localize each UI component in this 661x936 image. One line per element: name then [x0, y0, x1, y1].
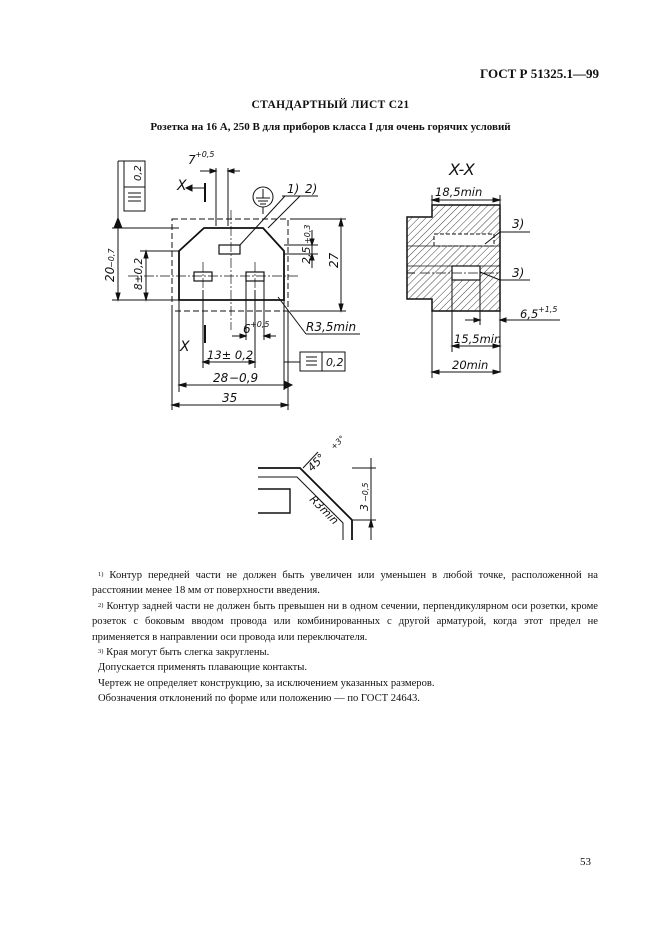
dim-6: 6: [243, 322, 251, 336]
notes: [92, 568, 598, 707]
ref-1: 1): [287, 182, 300, 196]
dim-20-tol: −0,7: [107, 248, 116, 268]
rear-contour-dashed: [172, 219, 288, 311]
note-line-6: Обозначения отклонений по форме или положению — по ГОСТ 24643.: [98, 693, 420, 705]
dim-2-5-tol: +0,3: [303, 224, 312, 244]
flatness-tol-left: 0,2: [133, 165, 144, 181]
ref-2: 2): [305, 182, 318, 196]
dim-18-5: 18,5min: [435, 185, 483, 199]
dim-6-tol: +0,5: [250, 320, 270, 329]
dim-7: 7: [188, 153, 196, 167]
section-title: X-X: [449, 160, 475, 179]
datum-triangle: [114, 218, 122, 228]
dim-20min: 20min: [452, 358, 489, 372]
dim-3: 3: [358, 504, 371, 511]
dim-13: 13± 0,2: [207, 348, 254, 362]
dim-3-tol: −0,5: [361, 482, 370, 502]
dim-8: 8±0,2: [133, 257, 145, 290]
section-mark-bottom: X: [180, 339, 190, 355]
dim-6-5: 6,5: [520, 307, 539, 321]
note-3: $^{3)}$ Края могут быть слегка закруглены.: [98, 647, 270, 659]
radius-3: R3min: [306, 492, 342, 528]
note-1: $^{1)}$ Контур передней части не должен быть увеличен или уменьшен в любой точке, расположенной на расстоянии менее 18 мм от поверхности введения.: [92, 570, 598, 597]
front-contour: [179, 228, 284, 300]
note-line-4: Допускается применять плавающие контакты.: [98, 662, 308, 674]
dim-28: 28: [213, 371, 229, 385]
dim-27: 27: [327, 252, 341, 268]
dim-7-tol: +0,5: [195, 150, 215, 159]
detail-chamfer: [258, 468, 352, 540]
note-line-5: Чертеж не определяет конструкцию, за исключением указанных размеров.: [98, 677, 435, 689]
page-subtitle: Розетка на 16 А, 250 В для приборов класса I для очень горячих условий: [150, 121, 511, 133]
ref-3-lower: 3): [512, 266, 525, 280]
angle-45: 45°: [304, 451, 328, 475]
flatness-tol-bottom: 0,2: [326, 356, 344, 369]
dim-2-5: 2,5: [300, 246, 313, 264]
section-xx: [407, 205, 500, 311]
dim-35: 35: [222, 391, 238, 405]
dim-15-5: 15,5min: [454, 332, 502, 346]
angle-45-tol: +3°: [329, 433, 347, 452]
ref-3-upper: 3): [512, 217, 525, 231]
radius-3-5: R3,5min: [306, 320, 357, 334]
section-mark-top: X: [177, 178, 187, 194]
note-2: $^{2)}$ Контур задней части не должен быть превышен ни в одном сечении, перпендикулярном оси розетки, кроме розеток с боковым вводом провода или комбинированных с другой арматурой, когда этот предел не применяется в направлении оси провода или переключателя.: [92, 600, 598, 643]
dim-28-tol: −0,9: [229, 371, 259, 385]
page-number: 53: [580, 856, 591, 868]
dim-20: 20: [103, 266, 117, 282]
page-title: СТАНДАРТНЫЙ ЛИСТ С21: [251, 99, 410, 111]
standard-number: ГОСТ Р 51325.1—99: [480, 66, 599, 81]
dim-6-5-tol: +1,5: [538, 305, 558, 314]
